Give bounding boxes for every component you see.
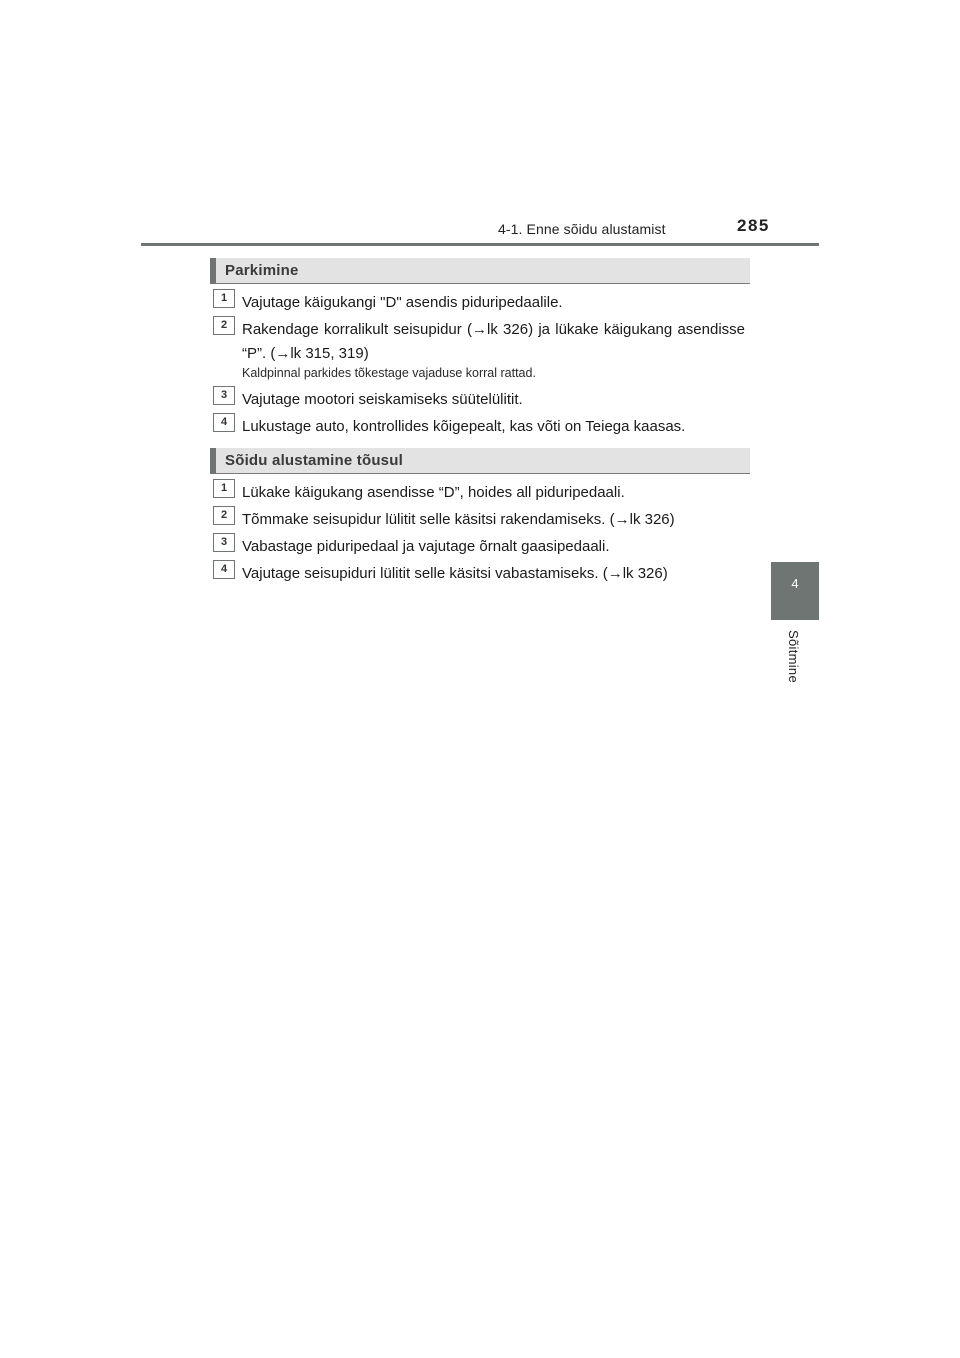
step-number: 4 [213,413,235,432]
step-text: Vajutage seisupiduri lülitit selle käsitsi vabastamiseks. (→lk 326) [242,565,668,582]
section-heading-text: Parkimine [225,262,299,279]
step-text: Rakendage korralikult seisupidur (→lk 326) ja lükake käigukang asendisse “P”. (→lk 315, 319) [242,321,745,362]
section-heading-hill-start [210,448,750,474]
step-text: Vajutage käigukangi "D" asendis piduripedaalile. [242,294,563,311]
page-number: 285 [737,216,770,235]
step-text: Lukustage auto, kontrollides kõigepealt, kas võti on Teiega kaasas. [242,418,686,435]
step-number: 1 [213,289,235,308]
step-text: Tõmmake seisupidur lülitit selle käsitsi rakendamiseks. (→lk 326) [242,511,675,528]
step-text: Lükake käigukang asendisse “D”, hoides all piduripedaali. [242,484,625,501]
section-heading-text: Sõidu alustamine tõusul [225,452,403,469]
step-number: 2 [213,316,235,335]
heading-bar [210,258,216,284]
step-number: 1 [213,479,235,498]
header-divider [141,243,819,246]
step-number: 3 [213,386,235,405]
step-number: 4 [213,560,235,579]
section-heading-parking [210,258,750,284]
heading-bar [210,448,216,474]
step-text: Vajutage mootori seiskamiseks süütelülitit. [242,391,523,408]
step-number: 2 [213,506,235,525]
step-text: Vabastage piduripedaal ja vajutage õrnalt gaasipedaali. [242,538,610,555]
chapter-label: Sõitmine [786,630,801,683]
step-number: 3 [213,533,235,552]
step-note: Kaldpinnal parkides tõkestage vajaduse korral rattad. [242,366,536,380]
chapter-number: 4 [791,576,799,591]
chapter-tab [771,562,819,620]
section-title: 4-1. Enne sõidu alustamist [498,221,666,237]
